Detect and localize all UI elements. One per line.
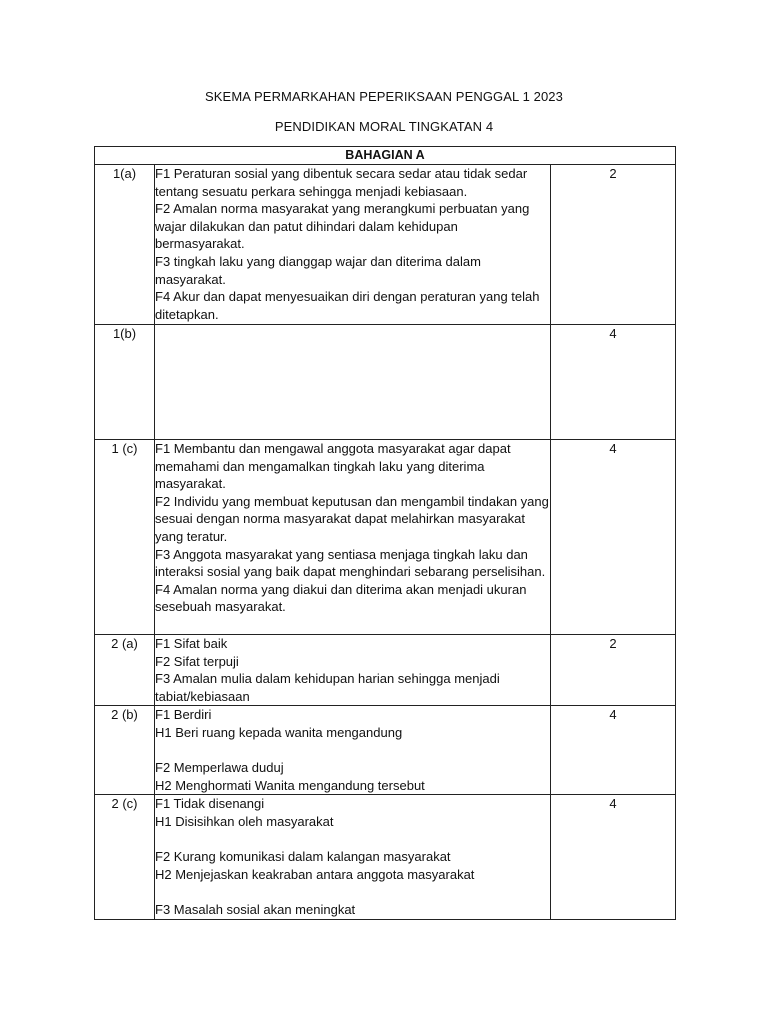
answer-point: F4 Akur dan dapat menyesuaikan diri dengan peraturan yang telah ditetapkan. xyxy=(155,289,544,322)
answer-point: F3 tingkah laku yang dianggap wajar dan diterima dalam masyarakat. xyxy=(155,253,485,287)
answer-cell xyxy=(155,165,551,325)
answer-point: H2 Menjejaskan keakraban antara anggota masyarakat xyxy=(155,866,475,882)
question-number: 2 (a) xyxy=(95,635,155,706)
answer-point: F1 Tidak disenangi xyxy=(155,796,265,812)
mark-value: 4 xyxy=(551,795,676,919)
answer-point: H1 Disisihkan oleh masyarakat xyxy=(155,813,334,829)
answer-cell xyxy=(155,795,551,919)
mark-value: 4 xyxy=(551,325,676,440)
table-row xyxy=(95,325,676,440)
question-number: 2 (b) xyxy=(95,706,155,795)
mark-value: 2 xyxy=(551,635,676,706)
question-number: 1(a) xyxy=(95,165,155,325)
table-row xyxy=(95,795,676,919)
answer-cell xyxy=(155,706,551,795)
answer-point: F1 Membantu dan mengawal anggota masyarakat agar dapat memahami dan mengamalkan tingkah laku yang diterima masyarakat. xyxy=(155,441,515,492)
answer-point: F2 Sifat terpuji xyxy=(155,653,239,669)
answer-point: H2 Menghormati Wanita mengandung tersebut xyxy=(155,777,425,793)
answer-point: F1 Peraturan sosial yang dibentuk secara sedar atau tidak sedar tentang sesuatu perkara sehingga menjadi kebiasaan. xyxy=(155,166,531,199)
answer-cell xyxy=(155,635,551,706)
question-number: 1 (c) xyxy=(95,440,155,635)
answer-spacer xyxy=(155,883,550,901)
marking-scheme-table xyxy=(94,146,676,920)
answer-cell xyxy=(155,440,551,635)
answer-point: F2 Kurang komunikasi dalam kalangan masyarakat xyxy=(155,849,451,865)
answer-spacer xyxy=(155,831,550,849)
answer-point: F3 Masalah sosial akan meningkat xyxy=(155,901,356,917)
table-row xyxy=(95,635,676,706)
answer-point: F1 Sifat baik xyxy=(155,636,228,651)
answer-point: F1 Berdiri xyxy=(155,707,212,723)
table-row xyxy=(95,440,676,635)
mark-value: 2 xyxy=(551,165,676,325)
table-row xyxy=(95,165,676,325)
answer-point: F2 Amalan norma masyarakat yang merangkumi perbuatan yang wajar dilakukan dan patut dihindari dalam kehidupan bermasyarakat. xyxy=(155,201,533,252)
mark-value: 4 xyxy=(551,440,676,635)
answer-point: F4 Amalan norma yang diakui dan diterima akan menjadi ukuran sesebuah masyarakat. xyxy=(155,581,531,615)
document-title: SKEMA PERMARKAHAN PEPERIKSAAN PENGGAL 1 2023 xyxy=(205,89,563,104)
answer-point: F3 Amalan mulia dalam kehidupan harian sehingga menjadi tabiat/kebiasaan xyxy=(155,671,504,704)
question-number: 1(b) xyxy=(95,325,155,440)
answer-point: H1 Beri ruang kepada wanita mengandung xyxy=(155,724,403,740)
answer-cell xyxy=(155,325,551,440)
mark-value: 4 xyxy=(551,706,676,795)
answer-point: F2 Memperlawa duduj xyxy=(155,760,284,776)
section-header: BAHAGIAN A xyxy=(95,147,676,165)
question-number: 2 (c) xyxy=(95,795,155,919)
table-row xyxy=(95,706,676,795)
answer-spacer xyxy=(155,742,550,760)
answer-point: F2 Individu yang membuat keputusan dan mengambil tindakan yang sesuai dengan norma masyarakat dapat melahirkan masyarakat yang teratur. xyxy=(155,493,553,544)
answer-point: F3 Anggota masyarakat yang sentiasa menjaga tingkah laku dan interaksi sosial yang baik dapat menghindari sebarang perselisihan. xyxy=(155,546,546,580)
document-subtitle: PENDIDIKAN MORAL TINGKATAN 4 xyxy=(274,119,494,134)
